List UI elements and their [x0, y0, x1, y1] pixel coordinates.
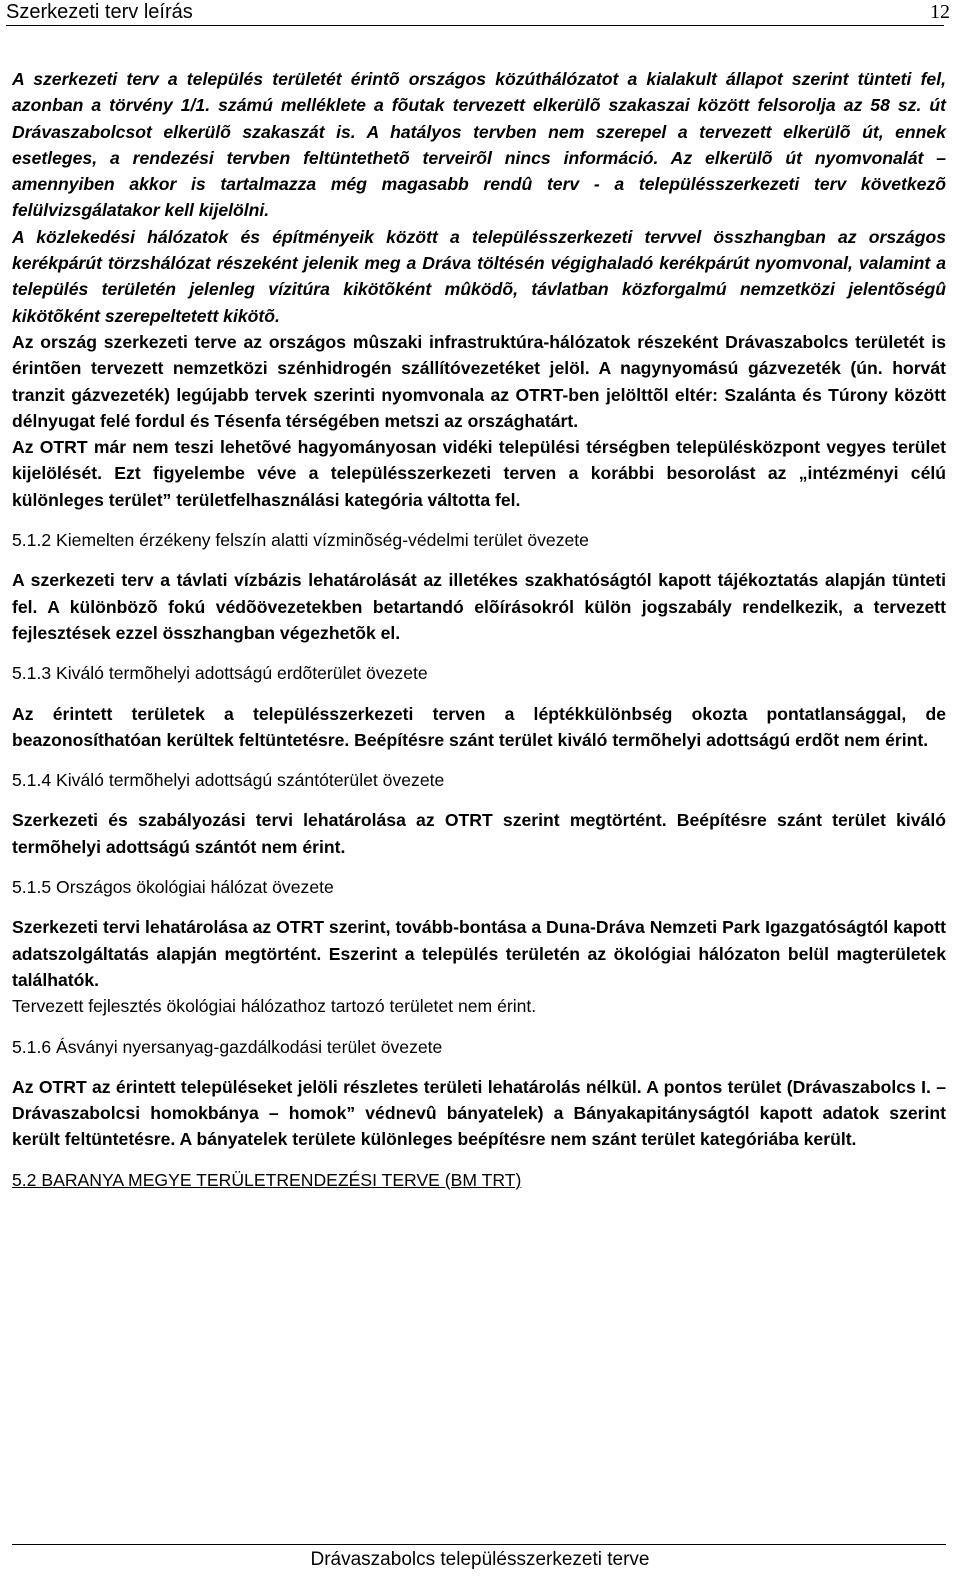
- footer-title: Drávaszabolcs településszerkezeti terve: [310, 1549, 650, 1570]
- section-text-5-1-5-note: Tervezett fejlesztés ökológiai hálózathoz tartozó területet nem érint.: [12, 996, 537, 1017]
- section-text-5-1-5: Szerkezeti tervi lehatárolása az OTRT szerint, tovább-bontása a Duna-Dráva Nemzeti Park Igazgatóságtól kapott adatszolgáltatás alapján megtörtént. Eszerint a település területén az ökológiai hálózaton belül magterületek találhatók.: [12, 917, 946, 990]
- section-heading-5-1-6: 5.1.6 Ásványi nyersanyag-gazdálkodási terület övezete: [12, 1036, 443, 1057]
- header-rule: [6, 25, 944, 26]
- paragraph-road-network: A szerkezeti terv a település területét érintõ országos közúthálózatot a kialakult állapot szerint tünteti fel, azonban a törvény 1/1. számú melléklete a fõutak tervezett elkerülõ szakaszai között felsorolja az 58 sz. út Drávaszabolcsot elkerülõ szakaszát is. A hatályos tervben nem szerepel a tervezett elkerülõ út, ennek esetleges, a rendezési tervben feltüntethetõ terveirõl nincs információ. Az elkerülõ út nyomvonalát – amennyiben akkor is tartalmazza még magasabb rendû terv - a településszerkezeti terv következõ felülvizsgálatakor kell kijelölni.: [12, 69, 946, 221]
- header-title: Szerkezeti terv leírás: [6, 1, 193, 23]
- section-text-5-1-6: Az OTRT az érintett településeket jelöli részletes területi lehatárolás nélkül. A pontos terület (Drávaszabolcs I. – Drávaszabolcsi homokbánya – homok” védnevû bányatelek) a Bányakapitányságtól kapott adatok szerint került feltüntetésre. A bányatelek területe különleges beépítésre nem szánt terület kategóriába került.: [12, 1076, 946, 1150]
- section-heading-5-1-4: 5.1.4 Kiváló termõhelyi adottságú szántóterület övezete: [12, 770, 445, 791]
- main-heading-5-2: 5.2 BARANYA MEGYE TERÜLETRENDEZÉSI TERVE (BM TRT): [12, 1169, 522, 1190]
- document-body: [12, 66, 946, 1193]
- paragraph-otrt-category: Az OTRT már nem teszi lehetõvé hagyományosan vidéki települési térségben településközpont vegyes terület kijelölését. Ezt figyelembe véve a településszerkezeti terven a korábbi besorolást az „intézményi célú különleges terület” területfelhasználási kategória váltotta fel.: [12, 437, 946, 510]
- section-heading-5-1-5: 5.1.5 Országos ökológiai hálózat övezete: [12, 877, 334, 898]
- section-heading-5-1-2: 5.1.2 Kiemelten érzékeny felszín alatti vízminõség-védelmi terület övezete: [12, 530, 589, 551]
- section-text-5-1-4: Szerkezeti és szabályozási tervi lehatárolása az OTRT szerint megtörtént. Beépítésre szánt terület kiváló termõhelyi adottságú szántót nem érint.: [12, 810, 946, 857]
- page-number: 12: [930, 1, 950, 23]
- paragraph-transport-network: A közlekedési hálózatok és építményeik között a településszerkezeti tervvel összhangban az országos kerékpárút törzshálózat részeként jelenik meg a Dráva töltésén végighaladó kerékpárút nyomvonal, valamint a település területén jelenleg vízitúra kikötõként mûködõ, távlatban közforgalmú nemzetközi jelentõségû kikötõként szerepeltetett kikötõ.: [12, 226, 946, 326]
- paragraph-gas-pipeline: Az ország szerkezeti terve az országos mûszaki infrastruktúra-hálózatok részeként Drávaszabolcs területét is érintõen tervezett nemzetközi szénhidrogén szállítóvezetéket jelöl. A nagynyomású gázvezeték (ún. horvát tranzit gázvezeték) legújabb tervek szerinti nyomvonala az OTRT-ben jelölttõl eltér: Szalánta és Túrony között délnyugat felé fordul és Tésenfa térségében metszi az országhatárt.: [12, 331, 946, 431]
- page-header: [6, 0, 950, 24]
- section-heading-5-1-3: 5.1.3 Kiváló termõhelyi adottságú erdõterület övezete: [12, 663, 428, 684]
- section-text-5-1-2: A szerkezeti terv a távlati vízbázis lehatárolását az illetékes szakhatóságtól kapott tájékoztatás alapján tünteti fel. A különbözõ fokú védõövezetekben betartandó elõírásokról külön jogszabály rendelkezik, a tervezett fejlesztések ezzel összhangban végezhetõk el.: [12, 570, 946, 643]
- footer-rule: [12, 1544, 946, 1545]
- section-text-5-1-3: Az érintett területek a településszerkezeti terven a léptékkülönbség okozta pontatlansággal, de beazonosíthatóan kerültek feltüntetésre. Beépítésre szánt terület kiváló termõhelyi adottságú erdõt nem érint.: [12, 703, 946, 750]
